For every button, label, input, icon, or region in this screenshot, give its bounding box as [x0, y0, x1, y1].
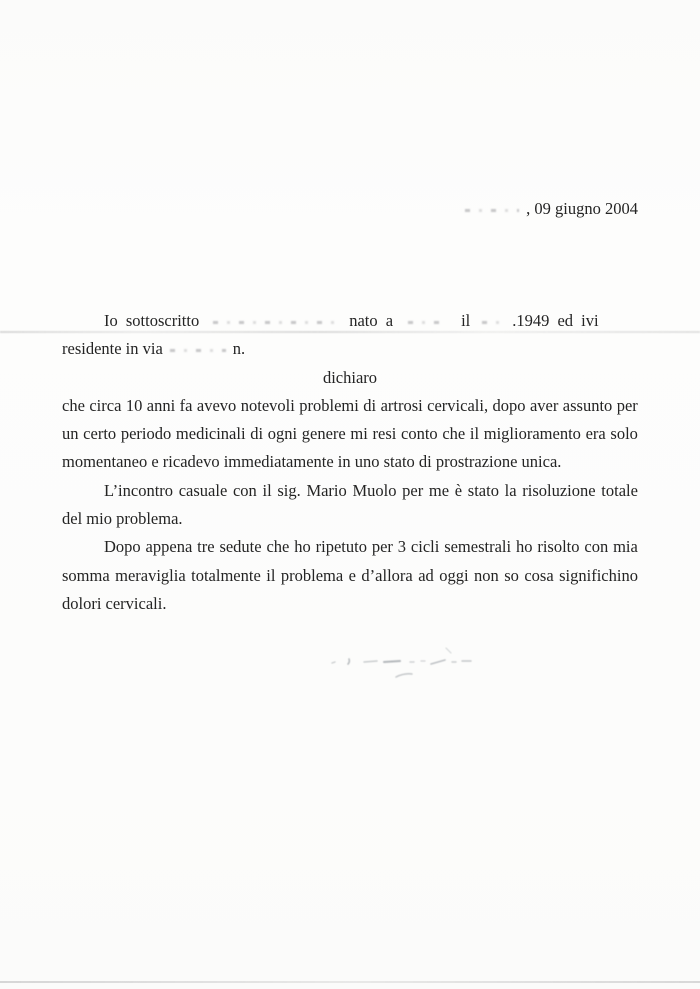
paragraph1-line3: momentaneo e ricadevo immediatamente in uno stato di prostrazione unica.: [62, 452, 562, 472]
scan-bottom-edge: [0, 981, 700, 983]
paragraph3-line1: Dopo appena tre sedute che ho ripetuto per 3 cicli semestrali ho risolto con mia: [104, 537, 638, 557]
date-text: , 09 giugno 2004: [526, 199, 638, 218]
redacted-name-mark: [213, 321, 335, 324]
intro-line1-seg2: nato a: [349, 311, 394, 330]
declaration-heading: dichiaro: [322, 367, 378, 387]
intro-line1-seg4: .1949 ed ivi: [512, 311, 599, 330]
redacted-birthdate-mark: [482, 321, 500, 324]
intro-line2-seg1: residente in via: [62, 339, 163, 359]
paragraph3-line2: somma meraviglia totalmente il problema e d’allora ad oggi non so cosa significhino: [62, 565, 638, 585]
paragraph1-line2: un certo periodo medicinali di ogni genere mi resi conto che il miglioramento era solo: [62, 424, 638, 444]
signature-redacted-mark: [318, 640, 503, 690]
redacted-birthplace-mark: [408, 321, 446, 324]
intro-line2-seg2: n.: [232, 339, 246, 359]
place-date-line: [465, 196, 638, 222]
paragraph2-line2: del mio problema.: [62, 509, 183, 529]
redacted-street-mark: [170, 349, 226, 352]
paragraph3-line3: dolori cervicali.: [62, 593, 167, 613]
intro-line1-seg3: il: [461, 311, 471, 330]
intro-line1-seg1: Io sottoscritto: [104, 311, 200, 330]
letter-body: [62, 307, 638, 618]
paragraph1-line1: che circa 10 anni fa avevo notevoli problemi di artrosi cervicali, dopo aver assunto per: [62, 395, 638, 415]
redacted-place-mark: [465, 209, 519, 212]
intro-line-2: [62, 335, 638, 363]
paragraph2-line1: L’incontro casuale con il sig. Mario Muolo per me è stato la risoluzione totale: [104, 480, 638, 500]
intro-line-1: [62, 307, 638, 335]
